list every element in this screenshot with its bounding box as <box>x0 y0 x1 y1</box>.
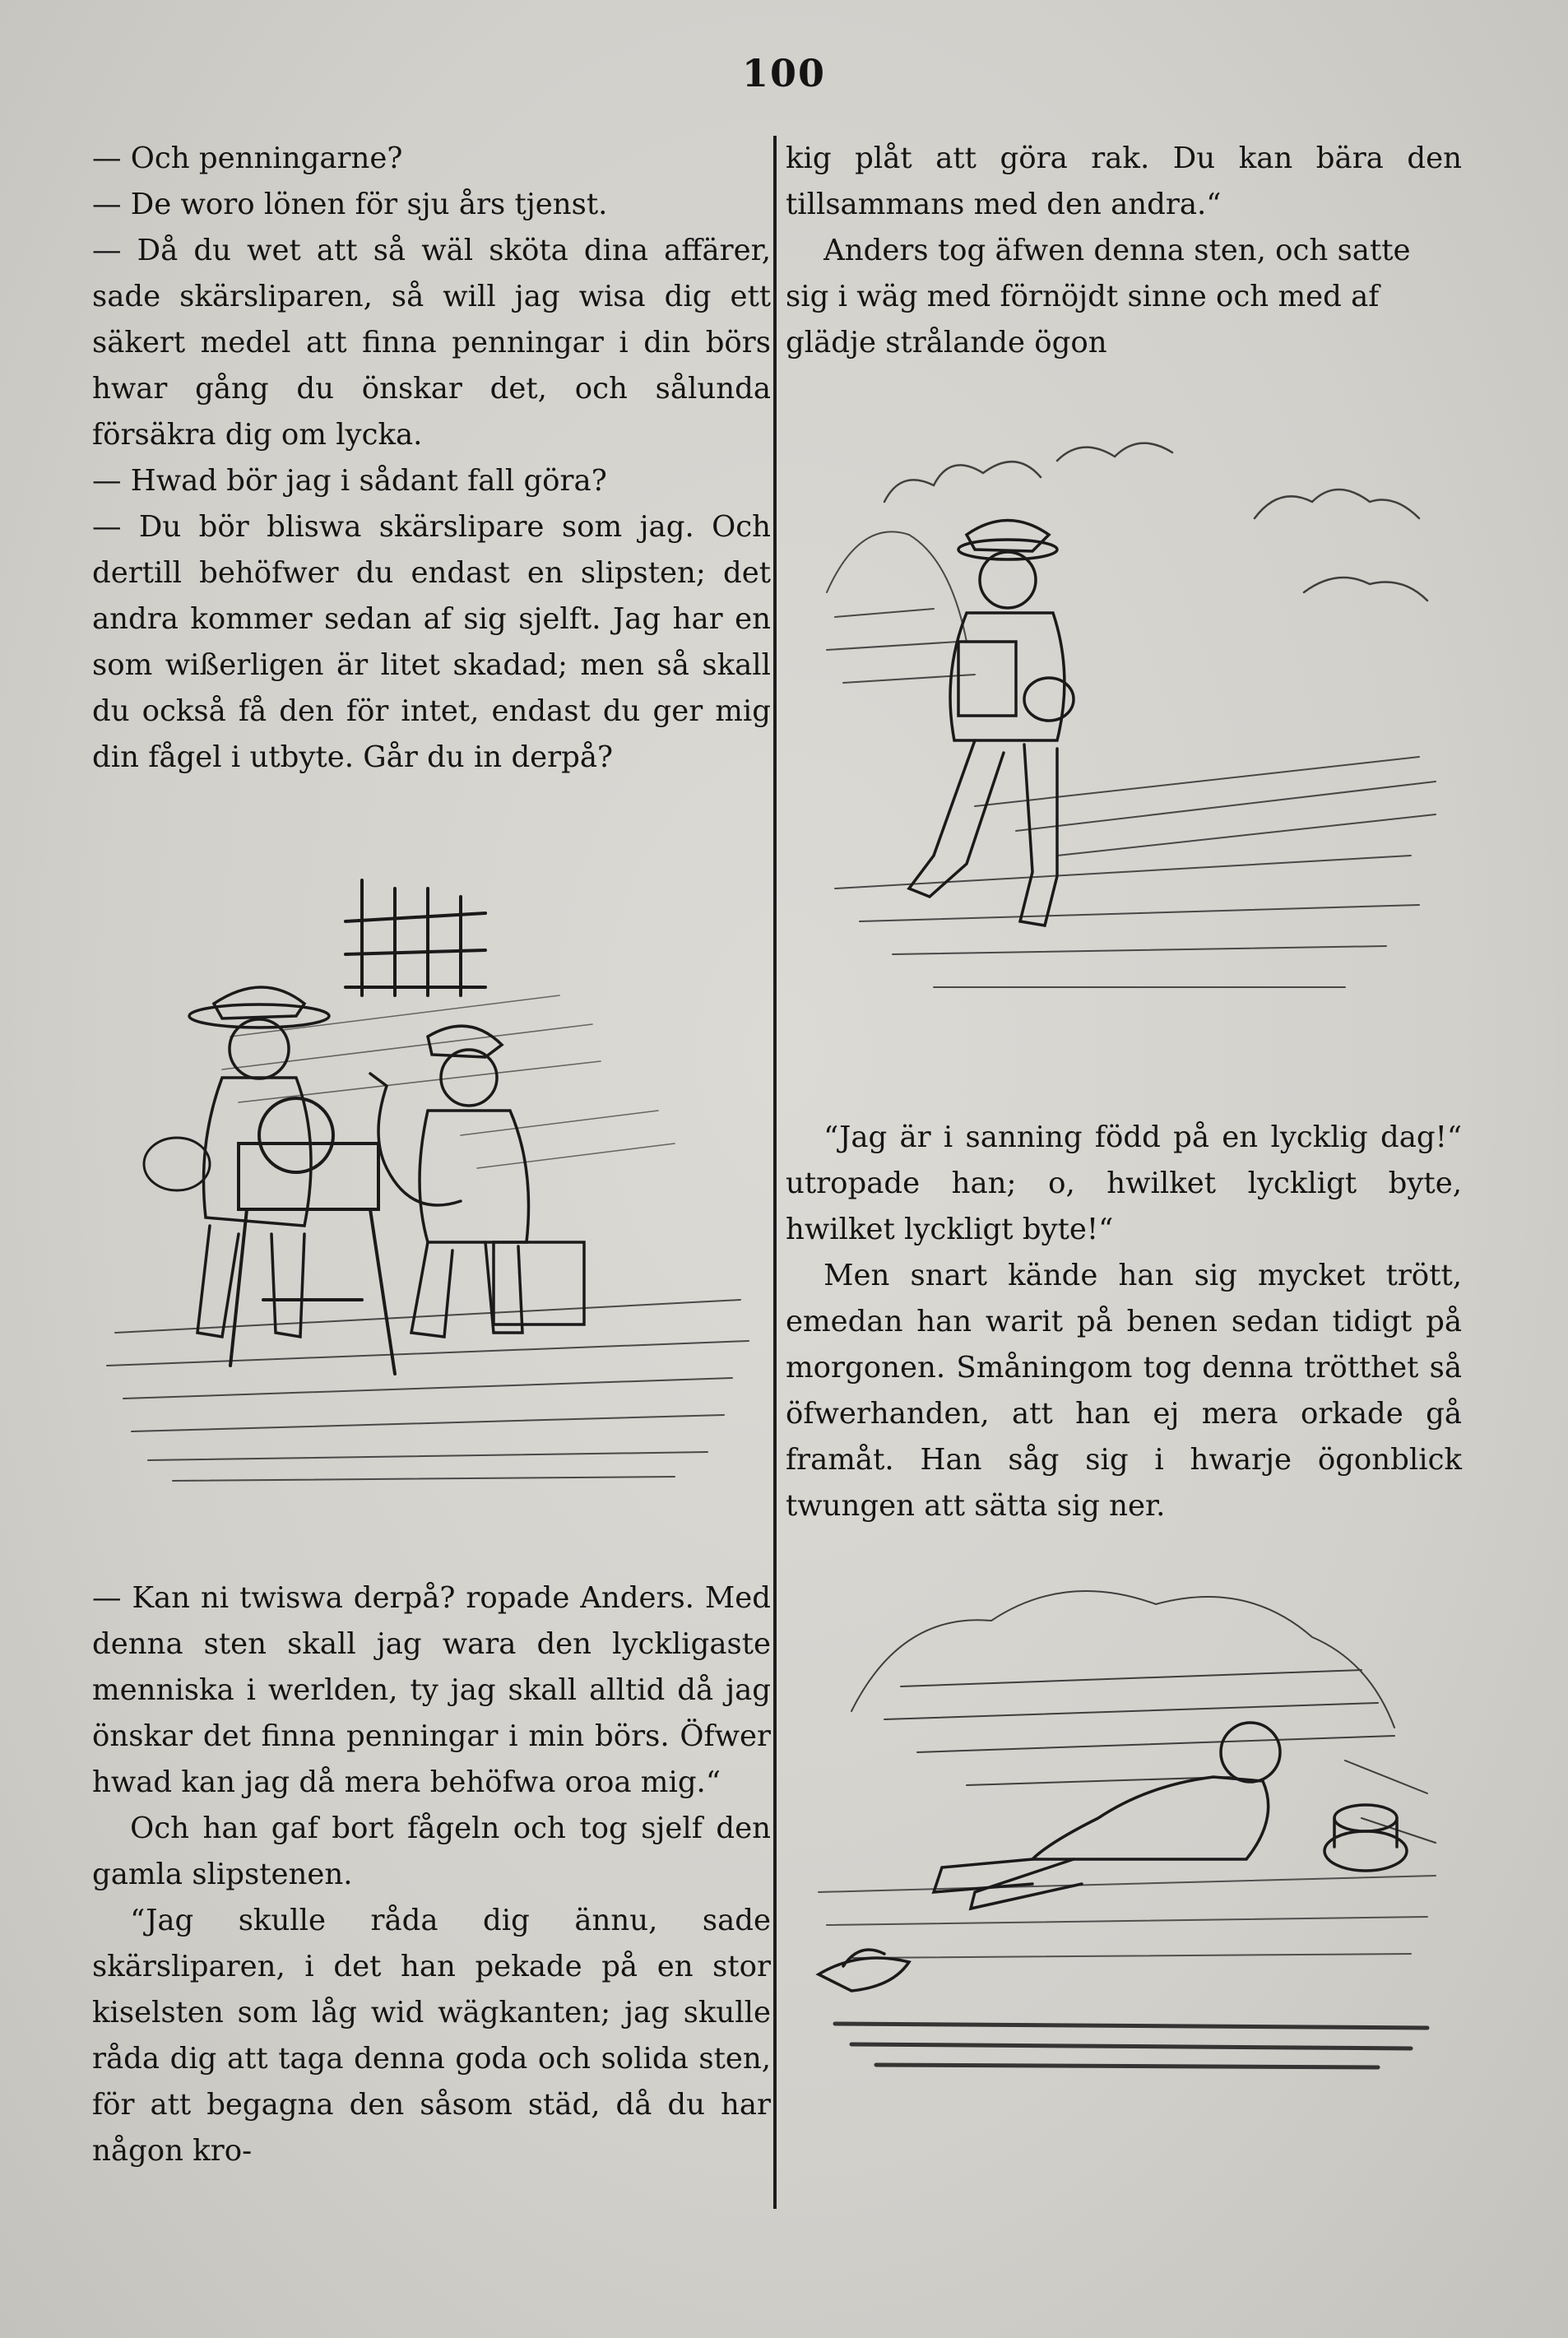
paragraph: — Och penningarne? <box>92 141 403 175</box>
column-divider <box>773 136 777 2209</box>
paragraph: — Du bör bliswa skärslipare som jag. Och dertill behöfwer du endast en slipsten; det andra kommer sedan af sig sjelft. Jag har en som wißerligen är litet skadad; men så skall du också få den för intet, endast du ger mig din fågel i utbyte. Går du in derpå? <box>92 510 771 774</box>
page-number: 100 <box>741 51 827 95</box>
illustration-boy-resting <box>802 1547 1452 2090</box>
paragraph: Och han gaf bort fågeln och tog sjelf den gamla slipstenen. <box>92 1811 771 1891</box>
paragraph: — Hwad bör jag i sådant fall göra? <box>92 464 607 498</box>
paragraph: Men snart kände han sig mycket trött, emedan han warit på benen sedan tidigt på morgonen. Småningom tog denna trötthet så öfwerhanden, att han ej mera orkade gå framåt. Han såg sig i hwarje ögonblick twungen att sätta sig ner. <box>786 1259 1462 1523</box>
paragraph: — Kan ni twiswa derpå? ropade Anders. Med denna sten skall jag wara den lyckligaste menniska i werlden, ty jag skall alltid då jag önskar det finna penningar i min börs. Öfwer hwad kan jag då mera behöfwa oroa mig.“ <box>92 1581 771 1799</box>
illustration-knife-grinder <box>99 872 757 1497</box>
paragraph: “Jag skulle råda dig ännu, sade skärsliparen, i det han pekade på en stor kiselsten som låg wid wägkanten; jag skulle råda dig att taga denna goda och solida sten, för att begagna den såsom städ, då du har någon kro- <box>92 1904 771 2168</box>
right-column-text-middle <box>786 1115 1462 1529</box>
paragraph: “Jag är i sanning född på en lycklig dag!“ utropade han; o, hwilket lyckligt byte, hwilket lyckligt byte!“ <box>786 1120 1462 1246</box>
paragraph: Anders tog äfwen denna sten, och satte sig i wäg med förnöjdt sinne och med af glädje strålande ögon <box>786 234 1411 360</box>
paragraph: kig plåt att göra rak. Du kan bära den tillsammans med den andra.“ <box>786 141 1462 221</box>
paragraph: — De woro lönen för sju års tjenst. <box>92 188 608 221</box>
illustration-boy-walking <box>810 428 1444 1037</box>
right-column-text-top <box>786 136 1462 366</box>
left-column-text-top <box>92 136 771 781</box>
left-column-text-bottom <box>92 1575 771 2174</box>
paragraph: — Då du wet att så wäl sköta dina affärer, sade skärsliparen, så will jag wisa dig ett säkert medel att finna penningar i din börs hwar gång du önskar det, och sålunda försäkra dig om lycka. <box>92 234 771 452</box>
